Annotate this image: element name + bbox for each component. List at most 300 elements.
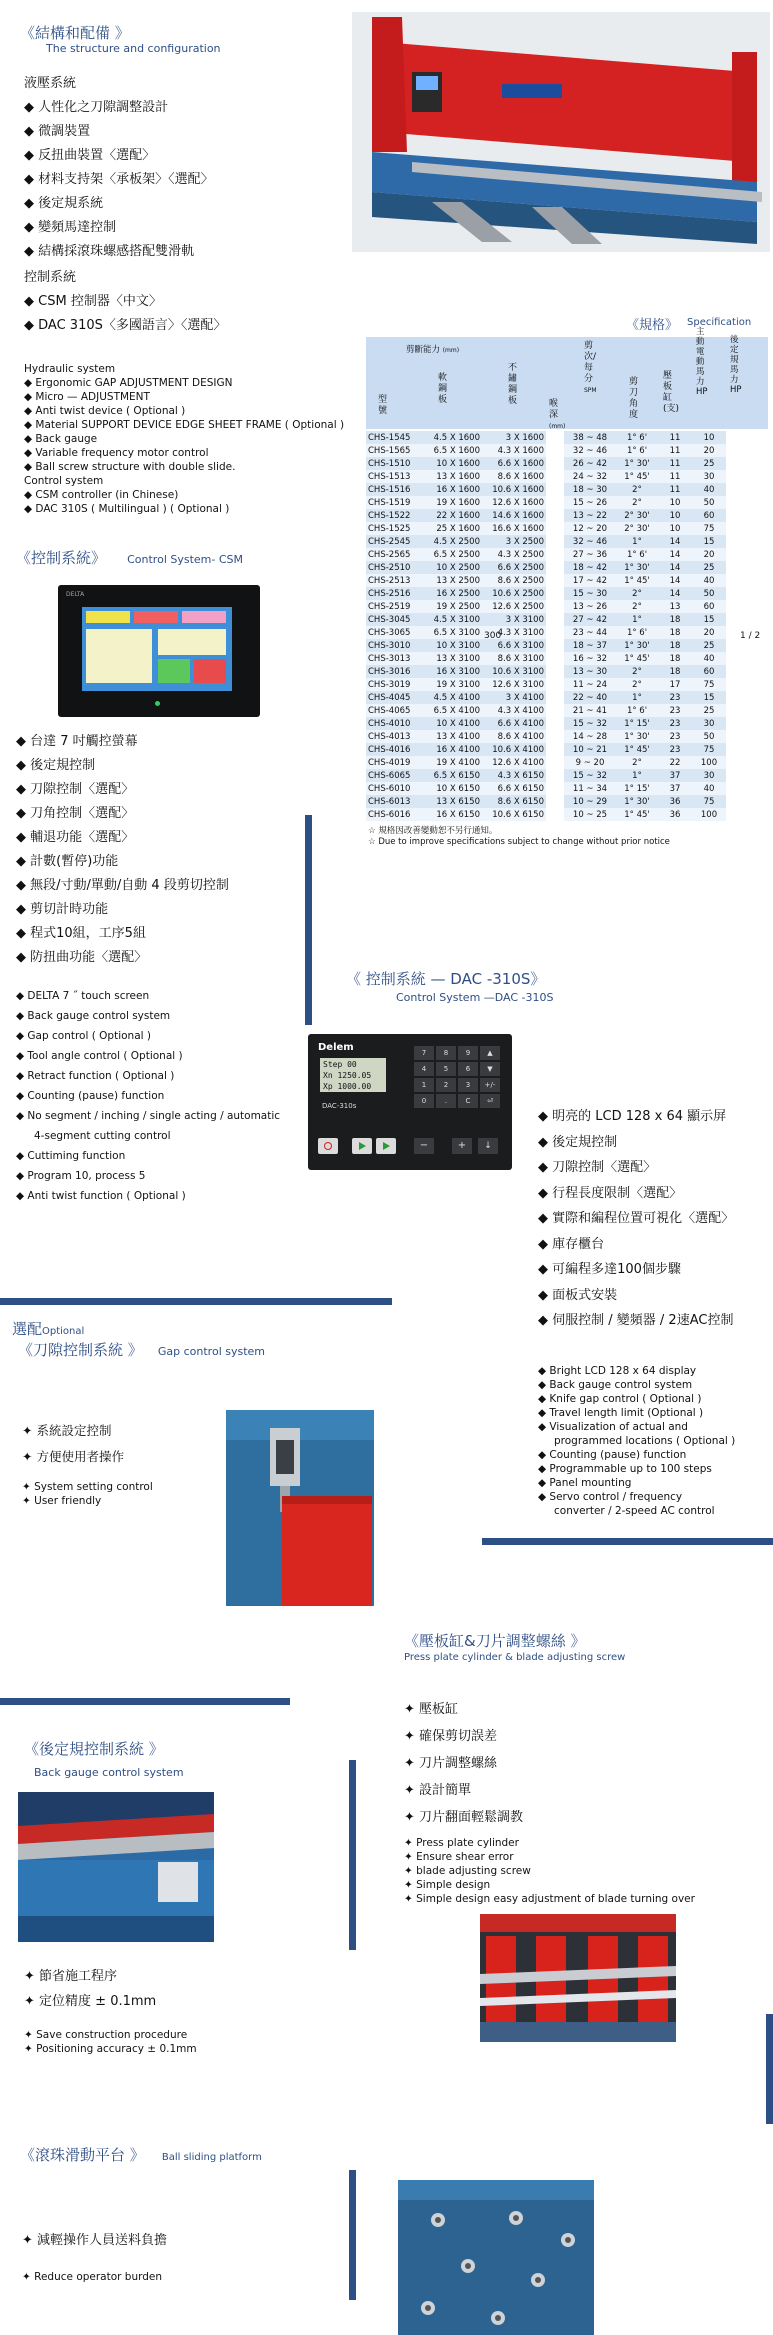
csm-en-list (16, 986, 280, 1206)
list-item: ◆ Cuttiming function (16, 1150, 126, 1162)
table-row (366, 743, 768, 756)
list-item: ◆ Gap control ( Optional ) (16, 1030, 151, 1042)
table-cell: 3 X 3100 (482, 613, 546, 626)
table-cell (546, 691, 564, 704)
specs-title-zh: 《規格》 (626, 318, 679, 333)
list-item: ◆ Counting (pause) function (538, 1449, 687, 1461)
table-row (366, 470, 768, 483)
divider-bar (0, 1698, 290, 1705)
table-cell: 14 (658, 587, 692, 600)
list-item: ◆ Anti twist function ( Optional ) (16, 1190, 186, 1202)
list-item: ◆ 後定規控制 (16, 758, 96, 773)
hydraulic-title: 液壓系統 (24, 76, 77, 91)
table-cell: 23 ~ 44 (564, 626, 616, 639)
list-item: ◆ 人性化之刀隙調整設計 (24, 100, 169, 115)
keypad-key[interactable]: 1 (414, 1078, 434, 1092)
screen-field (86, 611, 130, 623)
list-item: ◆ 變頻馬達控制 (24, 220, 117, 235)
table-cell: 3 X 2500 (482, 535, 546, 548)
table-cell: 6.5 X 4100 (418, 704, 482, 717)
table-cell: 14 ~ 28 (564, 730, 616, 743)
delem-logo: Delem (318, 1042, 354, 1053)
screen-field (134, 611, 178, 623)
table-cell (726, 769, 768, 782)
table-cell: 13 X 3100 (418, 652, 482, 665)
list-item: ◆ 剪切計時功能 (16, 902, 109, 917)
list-item: ◆ Variable frequency motor control (24, 447, 209, 459)
table-cell: 75 (692, 795, 726, 808)
list-item: ◆ 台達 7 吋觸控螢幕 (16, 734, 138, 749)
spec-note-en: ☆ Due to improve specifications subject to change without prior notice (368, 837, 670, 847)
gap-zh-list (22, 1418, 124, 1470)
table-row (366, 600, 768, 613)
table-cell: CHS-1522 (366, 509, 418, 522)
list-item: ✦ 系統設定控制 (22, 1423, 112, 1438)
table-cell: 14 (658, 561, 692, 574)
table-cell (546, 535, 564, 548)
table-cell: 2° (616, 600, 658, 613)
table-cell (546, 756, 564, 769)
keypad-key[interactable]: 6 (458, 1062, 478, 1076)
table-cell (726, 730, 768, 743)
list-item: ✦ 刀片翻面輕鬆調教 (404, 1810, 524, 1825)
list-item: 4-segment cutting control (34, 1130, 171, 1142)
gap-title: 《刀隙控制系統 》 Gap control system (18, 1341, 266, 1359)
table-cell (726, 717, 768, 730)
table-cell: CHS-3019 (366, 678, 418, 691)
divider-bar (349, 2170, 356, 2300)
table-cell: 26 ~ 42 (564, 457, 616, 470)
table-cell: 13 (658, 600, 692, 613)
gap-en-list (22, 1480, 153, 1508)
table-cell: 13 ~ 30 (564, 665, 616, 678)
table-cell (546, 808, 564, 821)
list-item: programmed locations ( Optional ) (554, 1435, 736, 1447)
table-cell: 13 X 1600 (418, 470, 482, 483)
table-row (366, 431, 768, 444)
table-cell: 2° (616, 756, 658, 769)
table-cell: 9 ~ 20 (564, 756, 616, 769)
keypad-key[interactable]: 3 (458, 1078, 478, 1092)
table-cell: 13 X 2500 (418, 574, 482, 587)
gap-optional-label: 選配Optional (12, 1320, 85, 1338)
table-cell (726, 509, 768, 522)
table-cell: 11 ~ 24 (564, 678, 616, 691)
table-cell: 25 (692, 639, 726, 652)
table-cell: 11 (658, 444, 692, 457)
table-cell: 30 (692, 717, 726, 730)
list-item: ✦ Positioning accuracy ± 0.1mm (24, 2043, 197, 2055)
hydraulic-list (24, 96, 214, 264)
keypad-key[interactable]: 8 (436, 1046, 456, 1060)
table-cell: CHS-1519 (366, 496, 418, 509)
table-cell: 60 (692, 665, 726, 678)
table-cell: 18 (658, 652, 692, 665)
table-cell: 4.5 X 4100 (418, 691, 482, 704)
table-cell: 20 (692, 626, 726, 639)
table-cell: 19 X 4100 (418, 756, 482, 769)
enter-button[interactable]: ↓ (478, 1138, 498, 1154)
list-item: ◆ 輔退功能〈選配〉 (16, 830, 135, 845)
table-cell: 10 ~ 29 (564, 795, 616, 808)
table-cell: 50 (692, 496, 726, 509)
list-item: ◆ 計數(暫停)功能 (16, 854, 119, 869)
table-cell: 27 ~ 36 (564, 548, 616, 561)
table-cell: 1° 45' (616, 743, 658, 756)
table-cell: 1° 30' (616, 795, 658, 808)
table-cell: CHS-6016 (366, 808, 418, 821)
table-cell: 4.3 X 2500 (482, 548, 546, 561)
table-row (366, 457, 768, 470)
table-cell: 2° (616, 587, 658, 600)
list-item: ✦ Reduce operator burden (22, 2271, 163, 2283)
table-row (366, 782, 768, 795)
table-row (366, 483, 768, 496)
table-cell: CHS-2545 (366, 535, 418, 548)
table-cell: 19 X 1600 (418, 496, 482, 509)
table-cell: 16.6 X 1600 (482, 522, 546, 535)
list-item: ◆ No segment / inching / single acting / automatic (16, 1110, 281, 1122)
table-cell: 23 (658, 691, 692, 704)
list-item: ✦ 刀片調整螺絲 (404, 1756, 498, 1771)
list-item: ◆ 程式10組，工序5組 (16, 926, 146, 941)
table-cell: 15 (692, 613, 726, 626)
table-cell: 22 X 1600 (418, 509, 482, 522)
list-item: ◆ CSM 控制器〈中文〉 (24, 294, 162, 309)
list-item: ✦ 定位精度 ± 0.1mm (24, 1994, 157, 2009)
table-row (366, 704, 768, 717)
cylinder-title-zh: 《壓板缸&刀片調整螺絲 》 (404, 1632, 586, 1650)
specs-title-en: Specification (687, 317, 752, 328)
table-cell: 13 ~ 26 (564, 600, 616, 613)
table-cell (546, 548, 564, 561)
table-cell: 1° 6' (616, 704, 658, 717)
table-cell (546, 483, 564, 496)
table-cell (726, 782, 768, 795)
list-item: ◆ 面板式安裝 (538, 1287, 618, 1303)
list-item: Hydraulic system (24, 363, 116, 375)
table-cell: 10 X 1600 (418, 457, 482, 470)
table-cell: 8.6 X 2500 (482, 574, 546, 587)
list-item: ◆ 微調裝置 (24, 124, 91, 139)
table-cell: 1° 45' (616, 574, 658, 587)
table-row (366, 522, 768, 535)
table-cell (546, 613, 564, 626)
table-cell: 50 (692, 587, 726, 600)
table-cell (546, 431, 564, 444)
table-cell: 11 (658, 457, 692, 470)
table-cell (726, 600, 768, 613)
table-cell: 6.5 X 2500 (418, 548, 482, 561)
screen-field (182, 611, 226, 623)
table-cell: 12.6 X 1600 (482, 496, 546, 509)
list-item: ◆ Counting (pause) function (16, 1090, 165, 1102)
stop-button[interactable] (318, 1138, 338, 1154)
list-item: ◆ Knife gap control ( Optional ) (538, 1393, 702, 1405)
divider-bar (305, 815, 312, 1025)
table-cell: 10 (658, 496, 692, 509)
table-cell: CHS-4016 (366, 743, 418, 756)
table-cell: 18 (658, 613, 692, 626)
cylinder-en-list (404, 1836, 695, 1906)
list-item: ◆ DELTA 7 ˝ touch screen (16, 990, 150, 1002)
table-cell: CHS-4045 (366, 691, 418, 704)
list-item: ✦ 方便使用者操作 (22, 1449, 124, 1464)
table-cell (726, 808, 768, 821)
table-cell: 2° 30' (616, 522, 658, 535)
keypad-key[interactable]: 5 (436, 1062, 456, 1076)
table-row (366, 730, 768, 743)
table-cell: 3 X 4100 (482, 691, 546, 704)
table-cell: 11 (658, 470, 692, 483)
table-cell: 1° 45' (616, 808, 658, 821)
list-item: ◆ Anti twist device ( Optional ) (24, 405, 186, 417)
table-cell: 1° (616, 613, 658, 626)
table-cell: 10 ~ 25 (564, 808, 616, 821)
table-row (366, 756, 768, 769)
table-cell: 1° 6' (616, 431, 658, 444)
list-item: ✦ 節省施工程序 (24, 1969, 118, 1984)
keypad-key[interactable]: C (458, 1094, 478, 1108)
table-cell: 37 (658, 769, 692, 782)
table-cell (546, 665, 564, 678)
table-row (366, 561, 768, 574)
table-cell (726, 743, 768, 756)
table-cell: CHS-1510 (366, 457, 418, 470)
table-row (366, 444, 768, 457)
table-cell: CHS-6065 (366, 769, 418, 782)
list-item: ◆ 可編程多達100個步驟 (538, 1262, 681, 1277)
screen-panel (158, 629, 226, 655)
table-cell: 50 (692, 730, 726, 743)
table-cell: 18 ~ 37 (564, 639, 616, 652)
list-item: ✦ 確保剪切誤差 (404, 1729, 498, 1744)
table-cell: 23 (658, 730, 692, 743)
table-cell: 1° 6' (616, 548, 658, 561)
table-cell (726, 678, 768, 691)
table-cell: 6.6 X 3100 (482, 639, 546, 652)
table-cell: 1° 15' (616, 782, 658, 795)
table-cell: CHS-3065 (366, 626, 418, 639)
dac-title-zh: 《 控制系統 — DAC -310S》 (346, 970, 546, 988)
table-cell: 1° 30' (616, 457, 658, 470)
table-cell: 19 X 3100 (418, 678, 482, 691)
table-cell: 23 (658, 717, 692, 730)
table-cell: 23 (658, 704, 692, 717)
keypad-key[interactable]: 7 (414, 1046, 434, 1060)
table-cell (546, 717, 564, 730)
table-cell: 14 (658, 574, 692, 587)
table-cell (726, 652, 768, 665)
table-cell: CHS-3016 (366, 665, 418, 678)
table-cell: 36 (658, 808, 692, 821)
header-model: 型號 (378, 395, 388, 416)
backgauge-title: 《後定規控制系統 》 Back gauge control system (24, 1740, 184, 1779)
list-item: ◆ DAC 310S ( Multilingual ) ( Optional ) (24, 503, 230, 515)
table-cell: 25 (692, 561, 726, 574)
table-cell: CHS-1565 (366, 444, 418, 457)
table-cell: 10 X 6150 (418, 782, 482, 795)
structure-title-zh: 《結構和配備 》 (20, 24, 130, 42)
list-item: ✦ Simple design (404, 1879, 491, 1891)
table-cell (546, 509, 564, 522)
table-cell: 2° (616, 483, 658, 496)
table-cell: 1° (616, 769, 658, 782)
keypad-key[interactable]: ▲ (480, 1046, 500, 1060)
table-row (366, 795, 768, 808)
plus-button[interactable]: + (452, 1138, 472, 1154)
keypad-key[interactable]: 2 (436, 1078, 456, 1092)
table-cell: CHS-2565 (366, 548, 418, 561)
start-button[interactable] (352, 1138, 372, 1154)
control-list (24, 290, 226, 338)
table-row (366, 626, 768, 639)
list-item: ◆ 伺服控制 / 變頻器 / 2速AC控制 (538, 1313, 734, 1328)
table-cell (546, 626, 564, 639)
table-cell (546, 730, 564, 743)
keypad-key[interactable]: ▼ (480, 1062, 500, 1076)
table-cell: 15 ~ 26 (564, 496, 616, 509)
table-row (366, 548, 768, 561)
table-cell: 32 ~ 46 (564, 444, 616, 457)
header-strokes: 剪次/每分 SPM (584, 341, 597, 394)
keypad-key[interactable]: . (436, 1094, 456, 1108)
table-cell: 16 X 6150 (418, 808, 482, 821)
table-cell (546, 574, 564, 587)
keypad-key[interactable]: +/- (480, 1078, 500, 1092)
table-cell (546, 600, 564, 613)
list-item: ◆ 明亮的 LCD 128 x 64 顯示屏 (538, 1109, 727, 1124)
header-backgauge: 後定規馬力HP (730, 335, 742, 395)
csm-screen-display (82, 607, 232, 691)
table-cell: 15 ~ 32 (564, 717, 616, 730)
keypad-key[interactable]: 9 (458, 1046, 478, 1060)
table-cell (726, 756, 768, 769)
table-cell: CHS-2510 (366, 561, 418, 574)
table-cell: 21 ~ 41 (564, 704, 616, 717)
list-item: ◆ Travel length limit (Optional ) (538, 1407, 704, 1419)
structure-en-list (24, 362, 344, 516)
minus-button[interactable]: − (414, 1138, 434, 1154)
table-cell: 30 (692, 470, 726, 483)
table-cell: 38 ~ 48 (564, 431, 616, 444)
divider-bar (482, 1538, 773, 1545)
table-cell: 15 ~ 30 (564, 587, 616, 600)
table-cell (546, 639, 564, 652)
dac-controller (308, 1034, 512, 1170)
keypad-key[interactable]: 0 (414, 1094, 434, 1108)
table-cell: 17 (658, 678, 692, 691)
table-cell: 100 (692, 756, 726, 769)
list-item: ◆ 後定規控制 (538, 1134, 618, 1150)
list-item: ◆ 後定規系統 (24, 196, 104, 211)
screen-button (158, 659, 190, 683)
backgauge-en-list (24, 2028, 197, 2056)
ball-en-list (22, 2270, 162, 2284)
keypad-key[interactable]: 4 (414, 1062, 434, 1076)
ball-platform-photo (398, 2180, 594, 2335)
table-cell: CHS-6010 (366, 782, 418, 795)
csm-title: 《控制系統》 Control System- CSM (16, 549, 244, 567)
table-cell (726, 665, 768, 678)
table-row (366, 665, 768, 678)
table-cell: 36 (658, 795, 692, 808)
table-cell: CHS-1516 (366, 483, 418, 496)
table-row (366, 691, 768, 704)
table-cell: 16 X 4100 (418, 743, 482, 756)
table-row (366, 808, 768, 821)
list-item: ✦ Simple design easy adjustment of blade turning over (404, 1893, 695, 1905)
table-cell: 6.6 X 2500 (482, 561, 546, 574)
table-cell: 10.6 X 6150 (482, 808, 546, 821)
table-cell: 4.5 X 1600 (418, 431, 482, 444)
list-item: Control system (24, 475, 104, 487)
table-cell: 12.6 X 2500 (482, 600, 546, 613)
start-button-2[interactable] (376, 1138, 396, 1154)
table-cell (726, 574, 768, 587)
list-item: ◆ DAC 310S〈多國語言〉〈選配〉 (24, 318, 227, 333)
table-row (366, 587, 768, 600)
cylinder-zh-list (404, 1696, 523, 1831)
table-cell: 24 ~ 32 (564, 470, 616, 483)
table-cell: CHS-4010 (366, 717, 418, 730)
table-cell: CHS-6013 (366, 795, 418, 808)
spec-note-zh: ☆ 規格因改善變動恕不另行通知。 (368, 826, 498, 836)
table-cell: 1° 30' (616, 730, 658, 743)
keypad-key[interactable]: ⏎ (480, 1094, 500, 1108)
list-item: ◆ Material SUPPORT DEVICE EDGE SHEET FRAME ( Optional ) (24, 419, 345, 431)
list-item: ✦ 壓板缸 (404, 1702, 459, 1717)
table-row (366, 717, 768, 730)
ball-zh-list (22, 2228, 167, 2254)
table-cell: 1° 45' (616, 470, 658, 483)
table-cell: 40 (692, 652, 726, 665)
list-item: ◆ Ball screw structure with double slide. (24, 461, 236, 473)
play-icon (359, 1142, 366, 1150)
table-cell: 15 ~ 32 (564, 769, 616, 782)
table-cell: 15 (692, 691, 726, 704)
table-cell: 1° 15' (616, 717, 658, 730)
list-item: ◆ Program 10, process 5 (16, 1170, 146, 1182)
table-cell: CHS-3010 (366, 639, 418, 652)
list-item: ✦ 設計簡單 (404, 1783, 472, 1798)
list-item: ◆ Micro — ADJUSTMENT (24, 391, 150, 403)
table-cell: 10 X 3100 (418, 639, 482, 652)
table-cell: 18 (658, 626, 692, 639)
shear-machine-photo (352, 12, 770, 252)
table-cell (546, 769, 564, 782)
header-stainless: 不鏽鋼板 (508, 363, 518, 406)
table-cell: 13 X 6150 (418, 795, 482, 808)
list-item: ◆ 結構採滾珠螺感搭配雙滑軌 (24, 244, 195, 259)
dac-keypad (414, 1046, 504, 1112)
table-cell: 75 (692, 522, 726, 535)
divider-bar (766, 2014, 773, 2124)
table-cell: 10 ~ 21 (564, 743, 616, 756)
table-cell: 1° (616, 535, 658, 548)
table-cell (546, 782, 564, 795)
table-cell: CHS-1545 (366, 431, 418, 444)
table-cell: 6.5 X 3100 (418, 626, 482, 639)
list-item: ◆ 材料支持架〈承板架〉〈選配〉 (24, 172, 214, 187)
table-cell: 11 (658, 431, 692, 444)
table-cell (546, 444, 564, 457)
table-cell: 18 ~ 42 (564, 561, 616, 574)
table-cell: 2° (616, 496, 658, 509)
table-cell: 3 X 1600 (482, 431, 546, 444)
table-cell (726, 483, 768, 496)
table-cell: 100 (692, 808, 726, 821)
